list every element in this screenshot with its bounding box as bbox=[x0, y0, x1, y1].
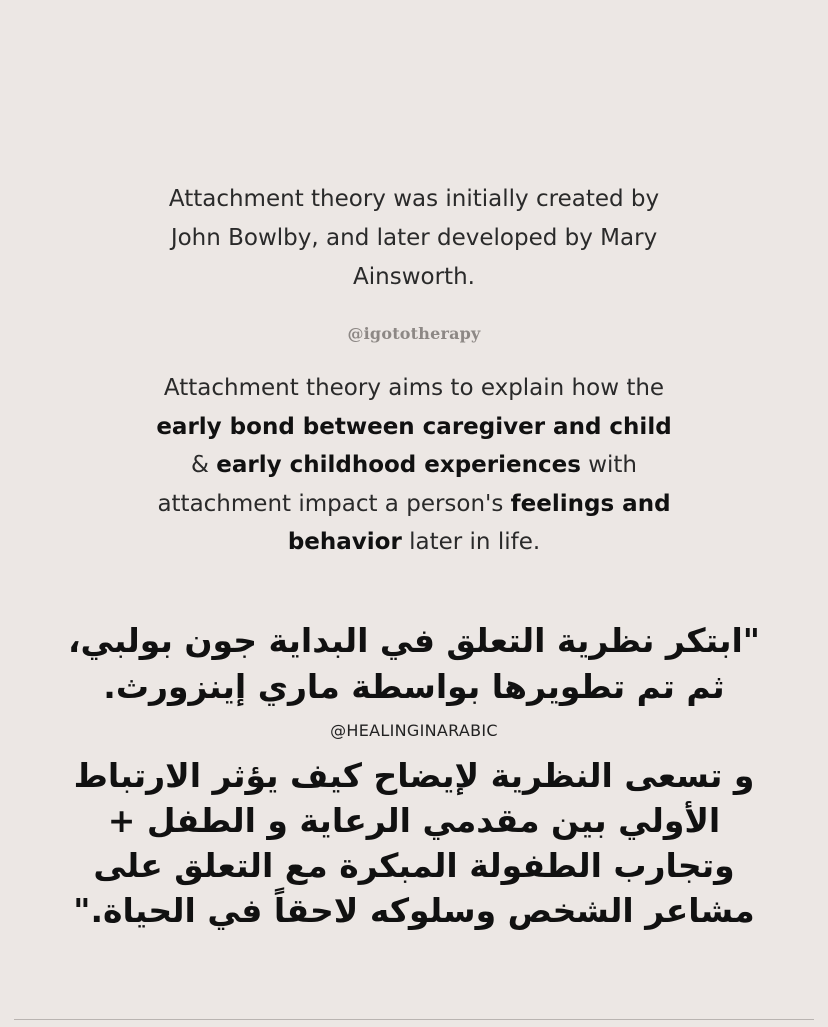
intro-line: Ainsworth. bbox=[353, 264, 475, 290]
aims-bold-text: behavior bbox=[287, 529, 402, 555]
quote-line-ar: مشاعر الشخص وسلوكه لاحقاً في الحياة." bbox=[73, 891, 755, 930]
aims-paragraph-en bbox=[0, 369, 828, 562]
aims-line bbox=[0, 369, 828, 408]
aims-text: Attachment theory aims to explain how the bbox=[163, 375, 665, 401]
quote-line-ar: و تسعى النظرية لإيضاح كيف يؤثر الارتباط bbox=[73, 756, 755, 795]
aims-line bbox=[0, 485, 828, 524]
quote-line-ar: وتجارب الطفولة المبكرة مع التعلق على bbox=[93, 846, 735, 885]
intro-line: Attachment theory was initially created by bbox=[168, 186, 660, 212]
quote-paragraph-ar-2 bbox=[0, 753, 828, 933]
quote-paragraph-ar-1 bbox=[0, 618, 828, 710]
aims-bold-text: feelings and bbox=[510, 490, 671, 517]
aims-text: & bbox=[190, 452, 217, 478]
aims-text: attachment impact a person's bbox=[157, 490, 511, 517]
aims-text: later in life. bbox=[401, 529, 541, 555]
aims-bold-text: early bond between caregiver and child bbox=[156, 413, 672, 440]
quote-line-ar: ثم تم تطويرها بواسطة ماري إينزورث. bbox=[103, 667, 725, 706]
aims-line bbox=[0, 523, 828, 562]
quote-line-ar: الأولي بين مقدمي الرعاية و الطفل + bbox=[107, 801, 721, 840]
intro-line: John Bowlby, and later developed by Mary bbox=[170, 225, 658, 251]
bottom-divider bbox=[14, 1019, 814, 1020]
aims-bold-text: early childhood experiences bbox=[216, 452, 581, 478]
watermark-healinginarabic: @HEALINGINARABIC bbox=[330, 721, 498, 740]
aims-line bbox=[0, 408, 828, 447]
aims-text: with bbox=[580, 452, 637, 478]
intro-paragraph-en bbox=[0, 180, 828, 297]
watermark-igototherapy: @igototherapy bbox=[347, 324, 481, 343]
aims-line bbox=[0, 446, 828, 485]
quote-line-ar: "ابتكر نظرية التعلق في البداية جون بولبي، bbox=[68, 621, 760, 660]
